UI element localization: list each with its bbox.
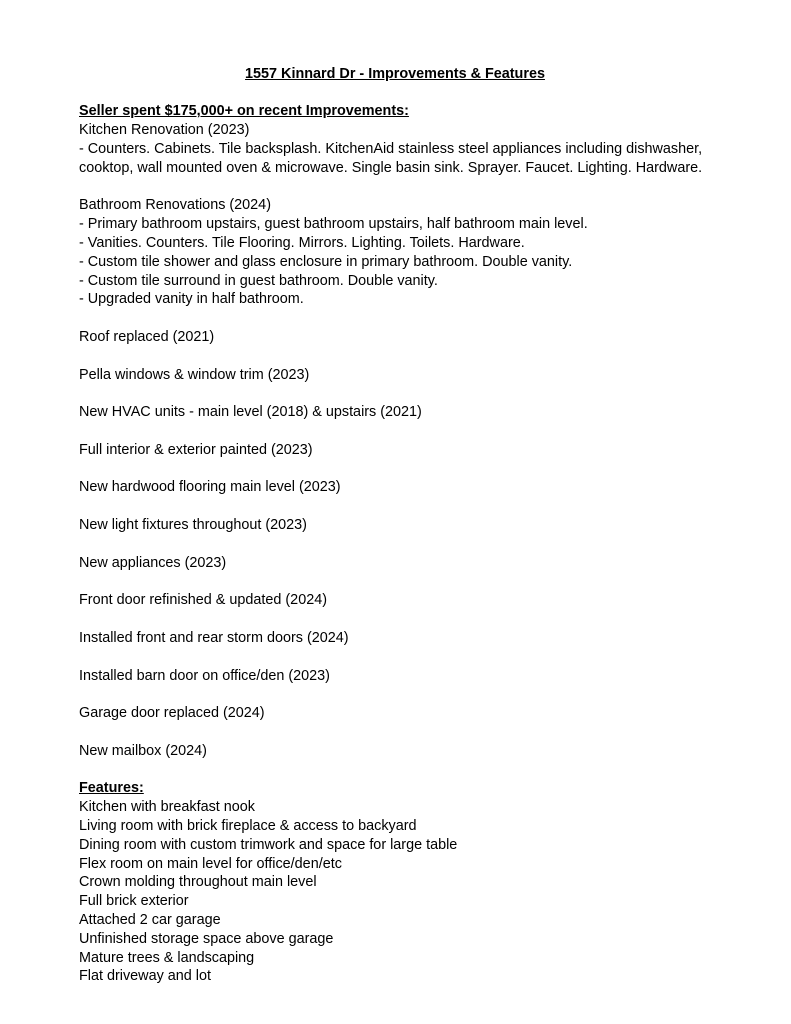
improvement-item: Installed barn door on office/den (2023): [79, 668, 330, 684]
improvement-item: New hardwood flooring main level (2023): [79, 479, 341, 495]
bathroom-line: - Primary bathroom upstairs, guest bathroom upstairs, half bathroom main level.: [79, 216, 588, 232]
kitchen-heading: Kitchen Renovation (2023): [79, 122, 250, 138]
feature-item: Flex room on main level for office/den/etc: [79, 856, 342, 872]
bathroom-line: - Upgraded vanity in half bathroom.: [79, 291, 304, 307]
bathroom-line: - Custom tile surround in guest bathroom. Double vanity.: [79, 273, 438, 289]
features-heading: Features:: [79, 780, 144, 796]
feature-item: Flat driveway and lot: [79, 968, 211, 984]
feature-item: Crown molding throughout main level: [79, 874, 317, 890]
kitchen-line: - Counters. Cabinets. Tile backsplash. KitchenAid stainless steel appliances including dishwasher,: [79, 141, 703, 157]
improvements-heading: Seller spent $175,000+ on recent Improvements:: [79, 103, 409, 119]
bathroom-line: - Custom tile shower and glass enclosure in primary bathroom. Double vanity.: [79, 254, 573, 270]
improvement-item: New mailbox (2024): [79, 743, 207, 759]
improvement-item: New light fixtures throughout (2023): [79, 517, 307, 533]
feature-item: Kitchen with breakfast nook: [79, 799, 255, 815]
feature-item: Mature trees & landscaping: [79, 950, 255, 966]
improvement-item: New appliances (2023): [79, 555, 227, 571]
document-title: 1557 Kinnard Dr - Improvements & Features: [245, 66, 545, 82]
improvement-item: New HVAC units - main level (2018) & upstairs (2021): [79, 404, 422, 420]
improvement-item: Pella windows & window trim (2023): [79, 367, 310, 383]
bathroom-line: - Vanities. Counters. Tile Flooring. Mirrors. Lighting. Toilets. Hardware.: [79, 235, 525, 251]
improvement-item: Installed front and rear storm doors (2024): [79, 630, 349, 646]
kitchen-line: cooktop, wall mounted oven & microwave. Single basin sink. Sprayer. Faucet. Lighting. Hardware.: [79, 160, 703, 176]
feature-item: Dining room with custom trimwork and space for large table: [79, 837, 458, 853]
improvement-item: Full interior & exterior painted (2023): [79, 442, 313, 458]
improvement-item: Roof replaced (2021): [79, 329, 215, 345]
improvement-item: Garage door replaced (2024): [79, 705, 265, 721]
bathroom-heading: Bathroom Renovations (2024): [79, 197, 271, 213]
feature-item: Attached 2 car garage: [79, 912, 221, 928]
feature-item: Unfinished storage space above garage: [79, 931, 334, 947]
feature-item: Living room with brick fireplace & access to backyard: [79, 818, 417, 834]
improvement-item: Front door refinished & updated (2024): [79, 592, 327, 608]
feature-item: Full brick exterior: [79, 893, 189, 909]
